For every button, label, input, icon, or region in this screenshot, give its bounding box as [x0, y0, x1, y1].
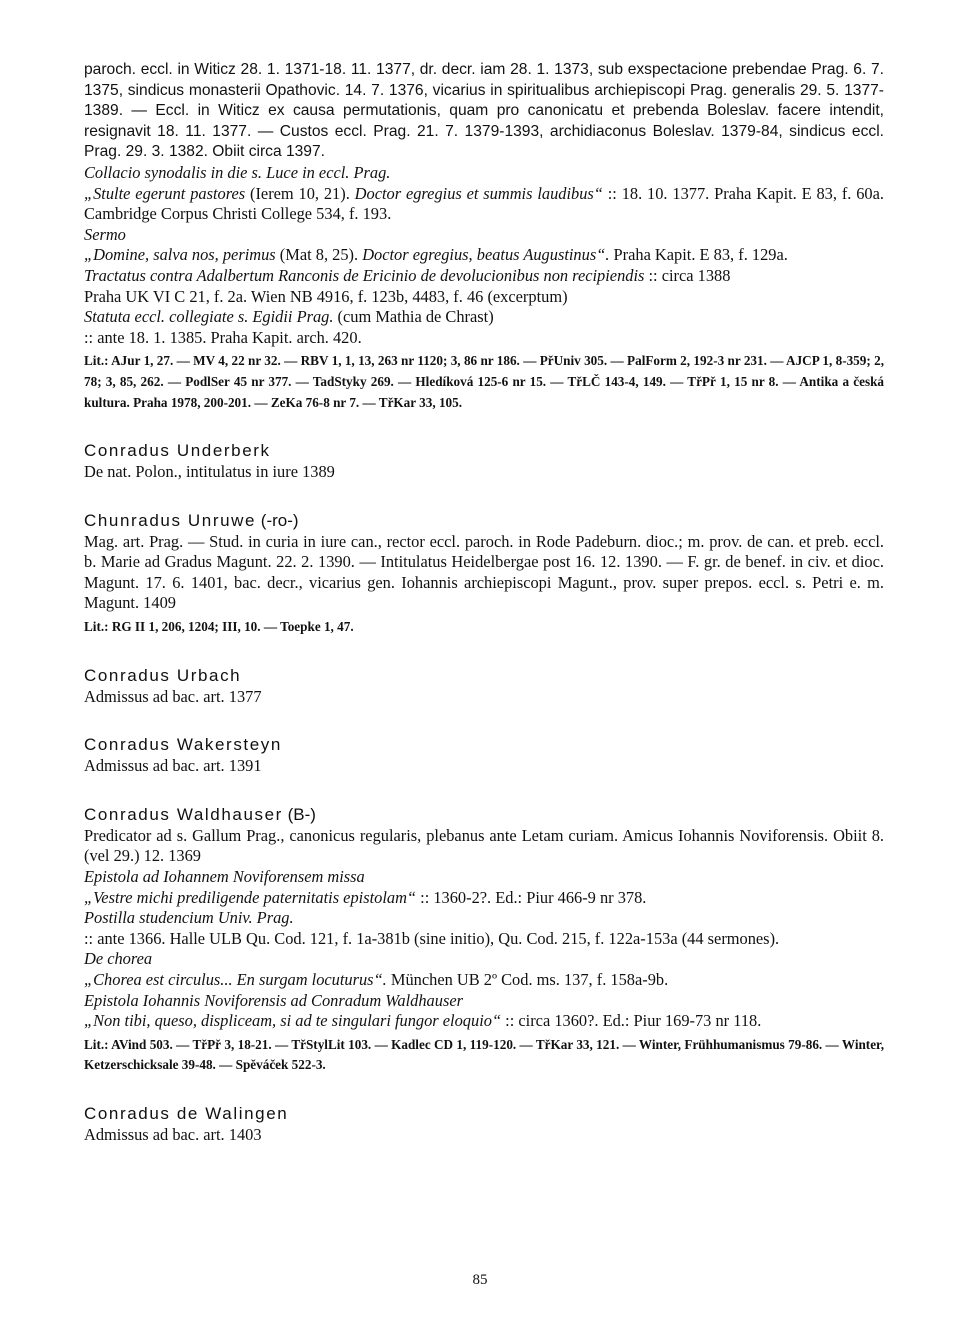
work-sources: :: 1360-2?. Ed.: Piur 466-9 nr 378.	[416, 887, 647, 907]
work-incipit-line	[84, 888, 884, 909]
entry-heading: Conradus Waldhauser	[84, 804, 283, 824]
work-explicit: Doctor egregius et summis laudibus“	[354, 183, 603, 203]
entry-heading: Chunradus Unruwe	[84, 510, 257, 530]
work-sources: Praha Kapit. E 83, f. 129a.	[609, 245, 788, 265]
entry-heading-line	[84, 804, 884, 826]
name-variant: (B-)	[282, 804, 316, 824]
work-incipit-line	[84, 1011, 884, 1032]
work-title: Epistola ad Iohannem Noviforensem missa	[84, 867, 365, 887]
work-title: Collacio synodalis in die s. Luce in eccl. Prag.	[84, 162, 391, 182]
entry-heading-line	[84, 510, 884, 532]
entry-conradus-underberk	[84, 440, 884, 483]
work-incipit-line	[84, 245, 884, 266]
entry-heading: Conradus de Walingen	[84, 1103, 289, 1123]
work-title-line	[84, 307, 884, 328]
entry-biography: Predicator ad s. Gallum Prag., canonicus regularis, plebanus ante Letam curiam. Amicus Iohannis Noviforensis. Obiit 8. (vel 29.) 12. 1369	[84, 825, 884, 866]
work-manuscripts: Praha UK VI C 21, f. 2a. Wien NB 4916, f. 123b, 4483, f. 46 (excerptum)	[84, 286, 568, 306]
work-incipit-line	[84, 970, 884, 991]
work-incipit: „Domine, salva nos, perimus	[84, 245, 276, 265]
work-title: Statuta eccl. collegiate s. Egidii Prag.	[84, 307, 334, 327]
work-reference: (Ierem 10, 21).	[245, 183, 355, 203]
work-incipit: „Non tibi, queso, displiceam, si ad te singulari fungor eloquio“	[84, 1011, 502, 1031]
entry-heading: Conradus Urbach	[84, 665, 242, 685]
entry-biography: paroch. eccl. in Witicz 28. 1. 1371-18. 11. 1377, dr. decr. iam 28. 1. 1373, sub exspectacione prebendae Prag. 6. 7. 1375, sindicus monasterii Opathovic. 14. 7. 1376, vicarius in spiritualibus archiepiscopi Prag. generalis 29. 5. 1377-1389. — Eccl. in Witicz ex causa permutationis, quam pro canonicatu et prebenda Boleslav. facere intendit, resignavit 18. 11. 1377. — Custos eccl. Prag. 21. 7. 1379-1393, archidiaconus Boleslav. 1379-84, sindicus eccl. Prag. 29. 3. 1382. Obiit circa 1397.	[84, 61, 884, 161]
work-title-line	[84, 266, 884, 287]
work-manuscripts: :: ante 18. 1. 1385. Praha Kapit. arch. 420.	[84, 327, 362, 347]
work-incipit: „Chorea est circulus... En surgam locuturus“.	[84, 970, 387, 989]
page-body	[84, 60, 884, 1146]
work-title: De chorea	[84, 949, 153, 969]
work-title: Postilla studencium Univ. Prag.	[84, 908, 294, 928]
work-title: Sermo	[84, 224, 126, 244]
work-title: Tractatus contra Adalbertum Ranconis de Ericinio de devolucionibus non recipiendis	[84, 265, 645, 285]
work-reference: (Mat 8, 25).	[275, 245, 363, 265]
entry-biography: De nat. Polon., intitulatus in iure 1389	[84, 462, 335, 482]
work-sources: :: circa 1360?. Ed.: Piur 169-73 nr 118.	[501, 1011, 762, 1031]
page-number: 85	[472, 1272, 488, 1288]
entry-heading: Conradus Wakersteyn	[84, 735, 282, 755]
entry-biography: Mag. art. Prag. — Stud. in curia in iure can., rector eccl. paroch. in Rode Padeburn. dioc.; m. prov. de can. et preb. eccl. b. Marie ad Gradus Magunt. 22. 2. 1390. — Intitulatus Heidelbergae post 16. 12. 1390. — F. gr. de benef. in civ. et dioc. Magunt. 17. 6. 1401, bac. decr., vicarius gen. Iohannis archiepiscopi Magunt., prov. super prepos. eccl. s. Petri e. m. Magunt. 1409	[84, 531, 884, 613]
name-variant: (-ro-)	[256, 510, 299, 530]
entry-chunradus-unruwe	[84, 510, 884, 638]
work-sources: :: 18. 10. 1377. Praha Kapit. E 83, f. 60a. Cambridge Corpus Christi College 534, f. 193.	[84, 183, 884, 224]
entry-biography: Admissus ad bac. art. 1391	[84, 756, 262, 776]
entry-biography: Admissus ad bac. art. 1377	[84, 686, 262, 706]
entry-conradus-urbach	[84, 665, 884, 708]
work-date: :: circa 1388	[644, 265, 731, 285]
work-explicit: Doctor egregius, beatus Augustinus“.	[362, 245, 610, 265]
work-incipit: „Stulte egerunt pastores	[84, 183, 246, 203]
literature-references: Lit.: AVind 503. — TřPř 3, 18-21. — TřStylLit 103. — Kadlec CD 1, 119-120. — TřKar 33, 121. — Winter, Frühhumanismus 79-86. — Winter, Ketzerschicksale 39-48. — Spěváček 522-3.	[84, 1036, 884, 1073]
work-manuscripts: :: ante 1366. Halle ULB Qu. Cod. 121, f. 1a-381b (sine initio), Qu. Cod. 215, f. 122a-153a (44 sermones).	[84, 928, 780, 948]
entry-biography: Admissus ad bac. art. 1403	[84, 1124, 262, 1144]
entry-conradus-waldhauser	[84, 804, 884, 1076]
entry-conradus-de-walingen	[84, 1103, 884, 1146]
work-incipit-line	[84, 184, 884, 225]
entry-conradus-wakersteyn	[84, 734, 884, 777]
work-incipit: „Vestre michi prediligende paternitatis epistolam“	[84, 887, 417, 907]
entry-continued	[84, 60, 884, 413]
entry-heading: Conradus Underberk	[84, 441, 271, 461]
work-sources: München UB 2º Cod. ms. 137, f. 158a-9b.	[386, 970, 669, 989]
work-title: Epistola Iohannis Noviforensis ad Conradum Waldhauser	[84, 990, 463, 1010]
literature-references: Lit.: AJur 1, 27. — MV 4, 22 nr 32. — RBV 1, 1, 13, 263 nr 1120; 3, 86 nr 186. — PřUniv 305. — PalForm 2, 192-3 nr 231. — AJCP 1, 8-359; 2, 78; 3, 85, 262. — PodlSer 45 nr 377. — TadStyky 269. — Hledíková 125-6 nr 15. — TřLČ 143-4, 149. — TřPř 1, 15 nr 8. — Antika a česká kultura. Praha 1978, 200-201. — ZeKa 76-8 nr 7. — TřKar 33, 105.	[84, 353, 884, 410]
literature-references: Lit.: RG II 1, 206, 1204; III, 10. — Toepke 1, 47.	[84, 619, 354, 635]
work-note: (cum Mathia de Chrast)	[333, 307, 494, 327]
